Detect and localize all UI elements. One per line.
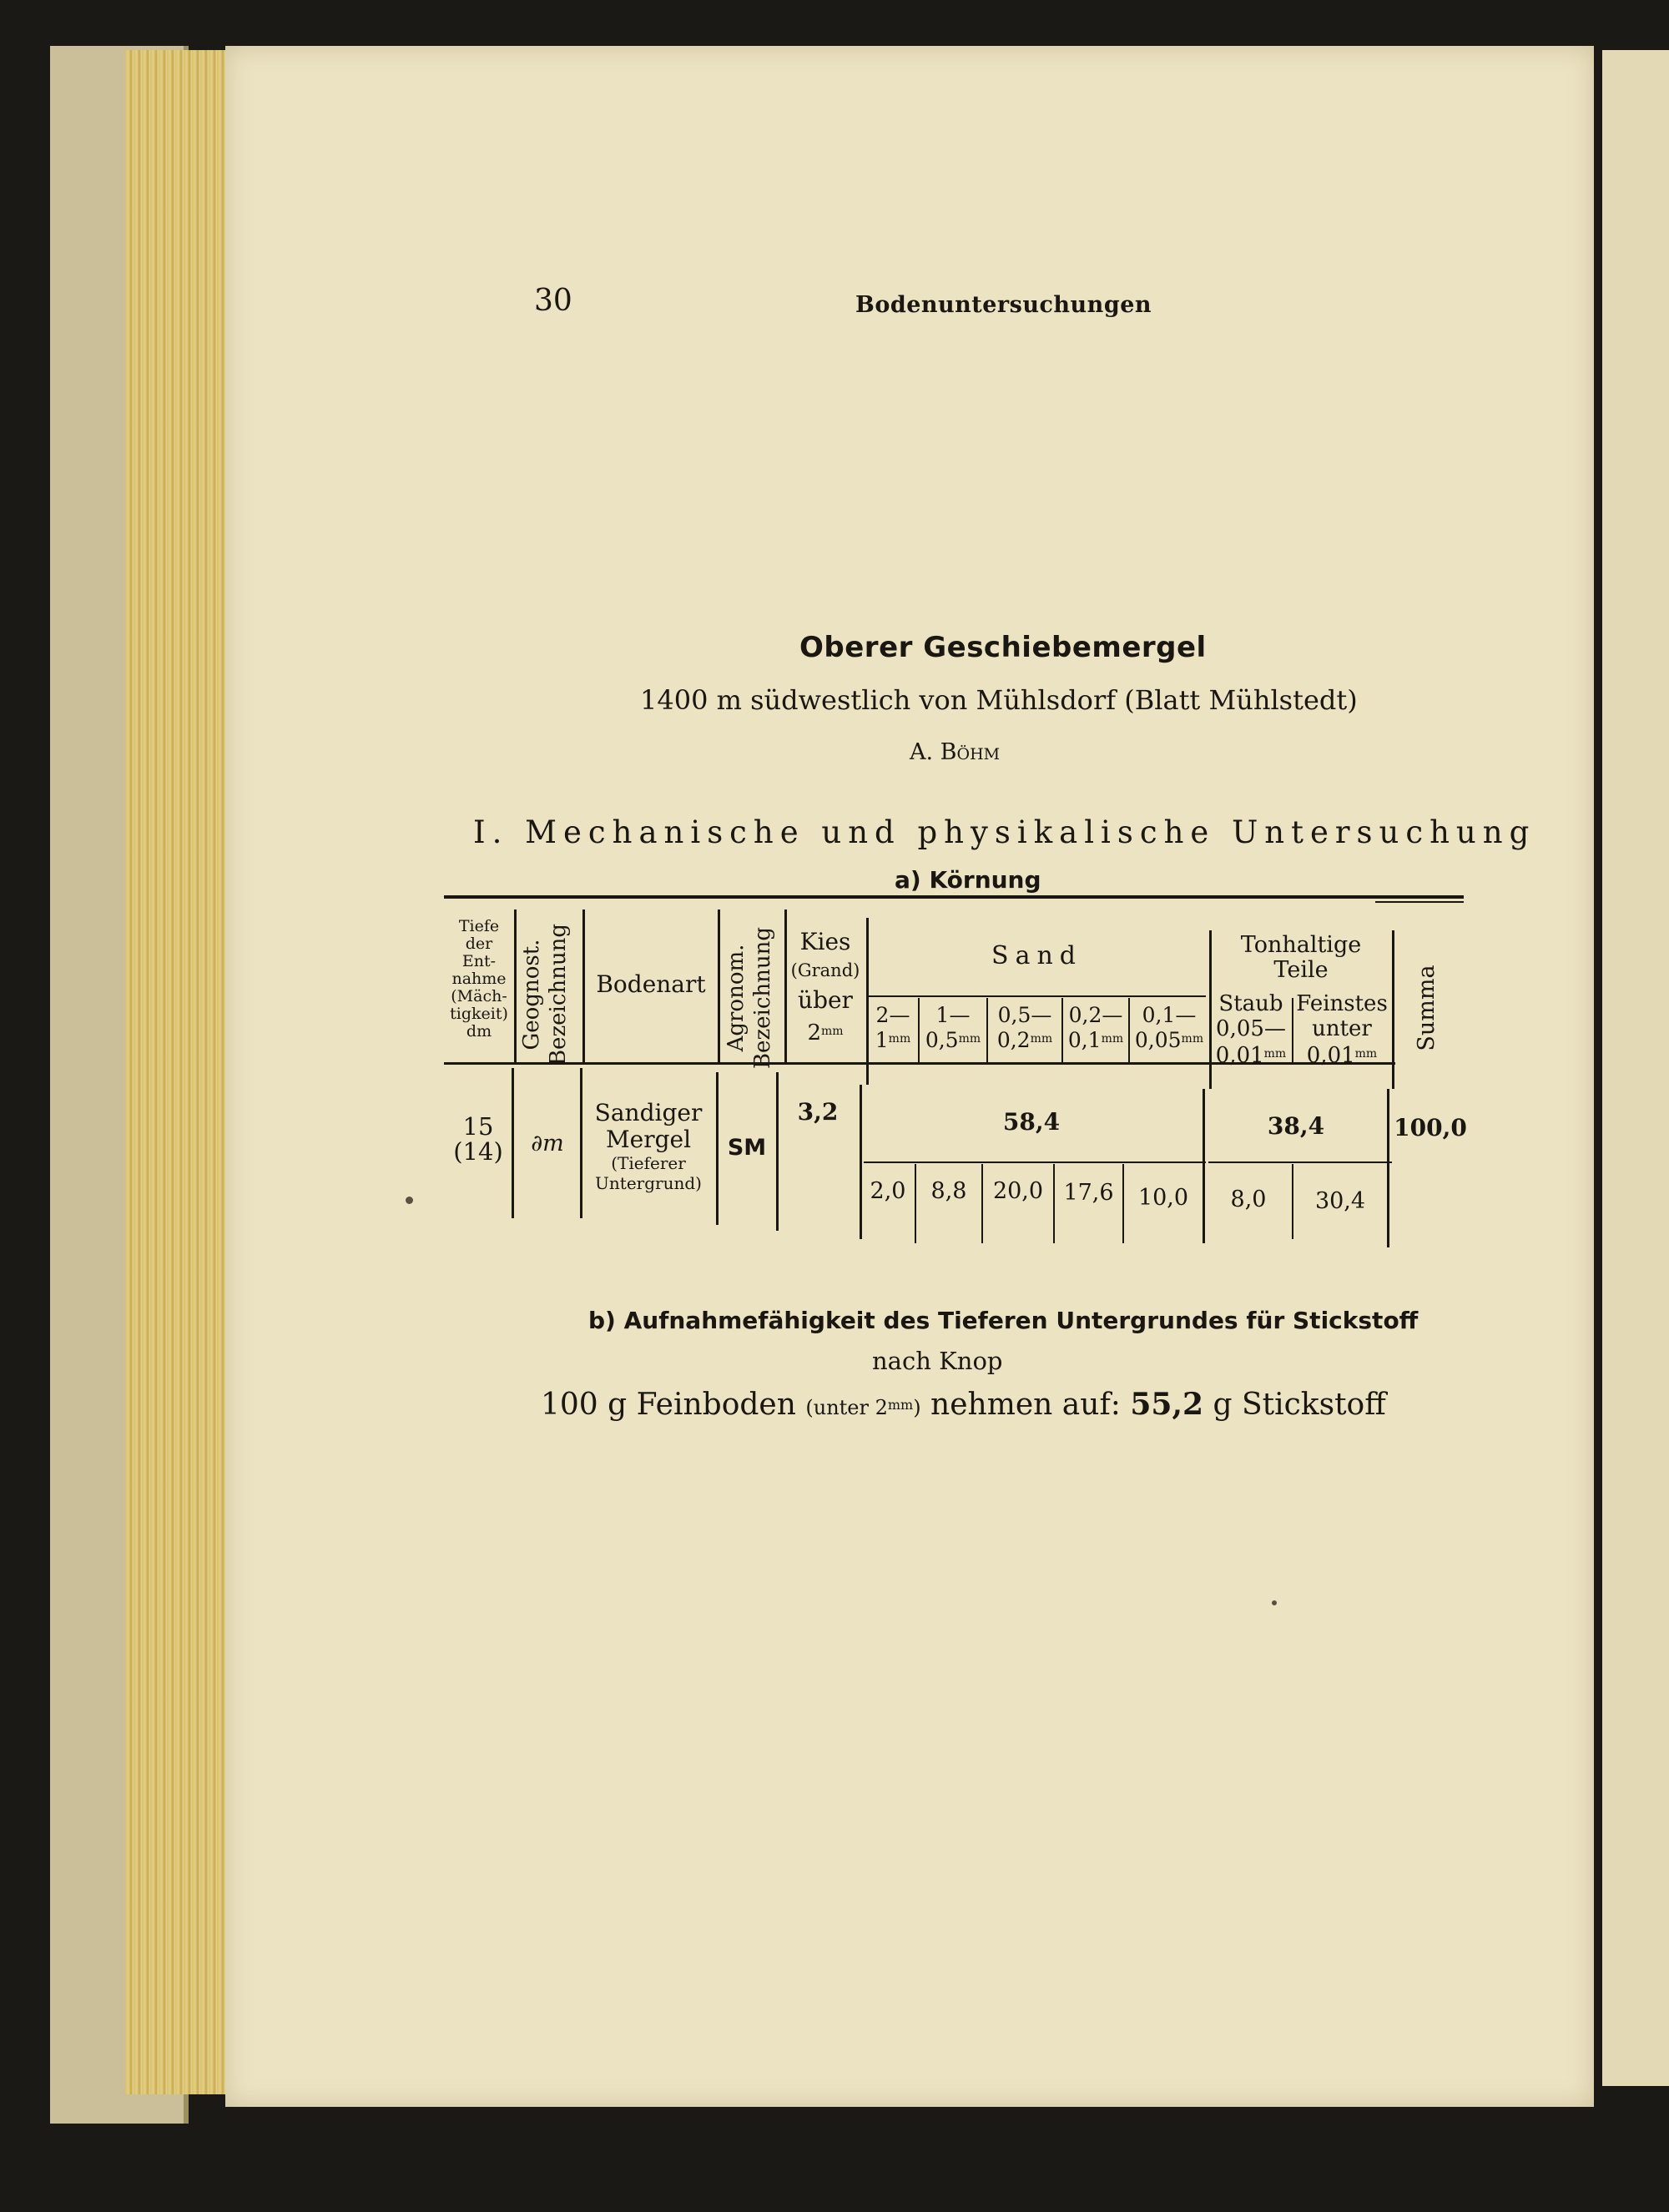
result-paren-close: ): [913, 1396, 921, 1419]
row-depth-thickness: (14): [453, 1137, 503, 1166]
header-staub-line: Staub: [1218, 991, 1283, 1016]
result-value: 55,2: [1130, 1387, 1204, 1422]
mm-unit: mm: [1030, 1032, 1053, 1046]
row-geognost: ∂m: [531, 1131, 564, 1156]
method-note: nach Knop: [872, 1347, 1003, 1375]
result-mm: mm: [887, 1397, 914, 1413]
header-summa: Summa: [1414, 965, 1440, 1051]
header-feinstes-line: unter: [1312, 1016, 1372, 1041]
header-depth-line: (Mäch-: [451, 987, 507, 1005]
header-sand-limit: 0,5: [925, 1028, 959, 1052]
row-depth: [446, 1114, 511, 1164]
book-page: [225, 46, 1594, 2107]
mm-unit: mm: [1354, 1047, 1378, 1061]
facing-page-edge: [1602, 50, 1669, 2086]
header-agronom-line: Agronom.: [724, 944, 749, 1052]
header-geognost: [518, 913, 575, 1076]
page-number: 30: [534, 284, 572, 318]
header-geognost-line: Geognost.: [519, 939, 544, 1051]
header-bodenart: Bodenart: [596, 970, 706, 998]
row-agronom: SM: [727, 1135, 767, 1161]
header-depth-line: der: [465, 935, 493, 953]
col-divider: [514, 909, 517, 1062]
row-bodenart-line: Mergel: [605, 1126, 692, 1153]
header-sand-range: 2—: [875, 1003, 910, 1027]
row-sand-value-2: 8,8: [930, 1178, 967, 1204]
header-feinstes-line: Feinstes: [1296, 991, 1388, 1016]
row-sand-total: 58,4: [1002, 1108, 1061, 1136]
sand-subheader-rule: [868, 995, 1206, 997]
header-sand-limit: 0,05: [1134, 1028, 1182, 1052]
header-depth-line: Ent-: [461, 952, 497, 970]
header-sand-col-3: [988, 1004, 1061, 1052]
sand-value-rule: [864, 1161, 1206, 1163]
mm-unit: mm: [888, 1032, 911, 1046]
author: A. Böhm: [910, 739, 1001, 765]
header-feinstes-limit: 0,01: [1306, 1043, 1355, 1068]
header-depth-line: Tiefe: [458, 917, 500, 935]
mm-unit: mm: [958, 1032, 981, 1046]
header-kies-line: über: [798, 986, 853, 1014]
result-paren: (unter 2: [805, 1396, 888, 1419]
row-depth-value: 15: [462, 1112, 494, 1141]
header-agronom: [723, 915, 779, 1081]
header-depth-line: tigkeit): [450, 1005, 508, 1023]
header-kies-line: Kies: [799, 928, 851, 955]
row-sand-value-1: 2,0: [870, 1178, 906, 1204]
header-tonhaltige: [1212, 933, 1390, 983]
header-feinstes: [1293, 991, 1390, 1068]
col-divider: [1387, 1089, 1389, 1247]
header-sand-col-4: [1063, 1004, 1128, 1052]
header-staub: [1212, 991, 1290, 1068]
sample-location: 1400 m südwestlich von Mühlsdorf (Blatt Mühlstedt): [640, 684, 1358, 716]
result-prefix: 100 g Feinboden: [541, 1388, 796, 1422]
header-sand-col-5: [1130, 1004, 1208, 1052]
col-divider: [718, 909, 720, 1062]
ton-value-rule: [1208, 1161, 1392, 1163]
header-kies: [786, 928, 865, 1048]
header-depth-line: nahme: [451, 970, 507, 988]
row-feinstes-value: 30,4: [1314, 1188, 1366, 1214]
row-bodenart-note: (Tieferer: [611, 1153, 686, 1173]
header-sand-limit: 1: [875, 1028, 889, 1052]
header-depth: [446, 918, 512, 1040]
row-sand-value-5: 10,0: [1137, 1185, 1189, 1211]
section-1-title: I. Mechanische und physikalische Untersuchung: [473, 814, 1536, 850]
row-sand-value-3: 20,0: [992, 1178, 1044, 1204]
row-sand-value-4: 17,6: [1063, 1180, 1114, 1206]
header-kies-value: 2: [807, 1020, 821, 1046]
row-summa: 100,0: [1394, 1114, 1467, 1141]
result-suffix: g Stickstoff: [1213, 1388, 1386, 1422]
mm-unit: mm: [820, 1025, 844, 1038]
nitrogen-result: [541, 1387, 1386, 1422]
header-sand-col-1: [868, 1004, 918, 1052]
header-staub-line: 0,05—: [1216, 1016, 1286, 1041]
row-bodenart: [582, 1100, 714, 1193]
header-staub-limit: 0,01: [1215, 1043, 1264, 1068]
header-sand-limit: 0,2: [996, 1028, 1031, 1052]
header-depth-line: dm: [466, 1022, 492, 1040]
section-title: Oberer Geschiebemergel: [799, 631, 1207, 664]
header-sand-range: 0,1—: [1142, 1003, 1197, 1027]
running-head: Bodenuntersuchungen: [855, 292, 1152, 318]
row-bodenart-note: Untergrund): [595, 1173, 702, 1193]
col-divider: [1392, 930, 1394, 1089]
col-divider: [582, 909, 585, 1062]
mm-unit: mm: [1101, 1032, 1124, 1046]
paper-speck: [406, 1197, 413, 1204]
header-ton-line: Teile: [1273, 957, 1329, 983]
mm-unit: mm: [1263, 1047, 1287, 1061]
header-sand-limit: 0,1: [1067, 1028, 1102, 1052]
header-kies-line: (Grand): [790, 960, 860, 980]
table-top-rule-2: [1375, 901, 1464, 903]
header-sand-range: 0,2—: [1068, 1003, 1123, 1027]
subsection-b-title: b) Aufnahmefähigkeit des Tieferen Untergrundes für Stickstoff: [588, 1307, 1419, 1334]
header-geognost-line: Bezeichnung: [546, 923, 571, 1066]
header-agronom-line: Bezeichnung: [750, 926, 775, 1070]
paper-speck: [1272, 1600, 1277, 1605]
mm-unit: mm: [1181, 1032, 1204, 1046]
header-sand-col-2: [920, 1004, 986, 1052]
header-sand: Sand: [991, 941, 1082, 970]
row-staub-value: 8,0: [1230, 1187, 1267, 1212]
result-mid: nehmen auf:: [930, 1388, 1121, 1422]
page-stack-edge: [125, 50, 225, 2094]
col-divider: [776, 1072, 779, 1231]
header-sand-range: 0,5—: [997, 1003, 1052, 1027]
subsection-a-title: a) Körnung: [895, 866, 1041, 894]
table-top-rule: [444, 895, 1464, 899]
col-divider: [512, 1068, 514, 1218]
row-ton-total: 38,4: [1267, 1112, 1325, 1140]
header-ton-line: Tonhaltige: [1240, 932, 1362, 958]
row-kies: 3,2: [797, 1098, 839, 1126]
header-sand-range: 1—: [935, 1003, 971, 1027]
row-bodenart-line: Sandiger: [594, 1099, 703, 1126]
